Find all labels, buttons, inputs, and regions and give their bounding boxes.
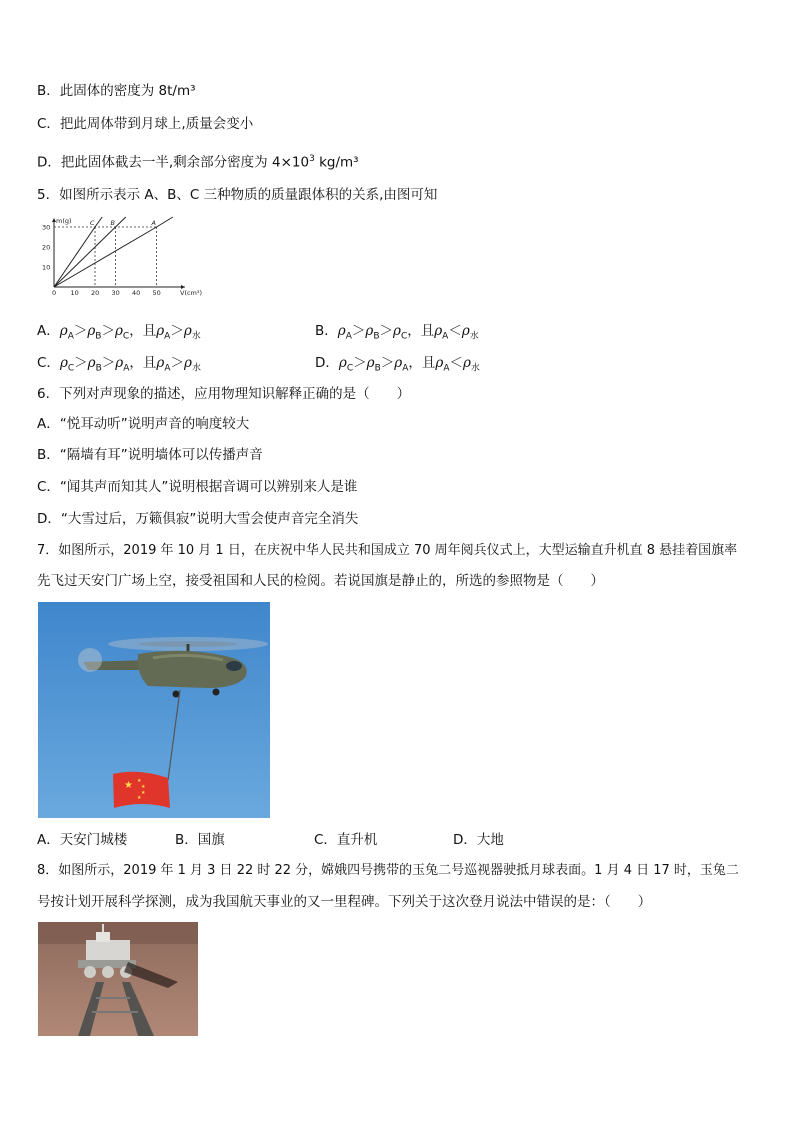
q4-option-c: C．把此周体带到月球上,质量会变小 [37,116,254,132]
yutu-rover-photo [38,922,198,1036]
q5-option-d: D．$\rho_C>\rho_B>\rho_A$，且$\rho_A<\rho_水$ [315,355,480,374]
x-tick-label: 0 [52,289,57,297]
series-label-b: B [110,219,115,227]
series-line-a [54,217,173,287]
svg-text:★: ★ [137,795,142,801]
y-tick-label: 20 [42,243,51,252]
svg-text:★: ★ [137,778,142,784]
q8-stem-line-2: 号按计划开展科学探测，成为我国航天事业的又一里程碑。下列关于这次登月说法中错误的是：（ ） [37,894,652,910]
y-axis-label: m(g) [56,217,72,225]
q7-option-d: D．大地 [453,832,504,848]
q6-option-b: B．“隔墙有耳”说明墙体可以传播声音 [37,447,263,463]
y-tick-label: 30 [42,223,51,232]
q5-stem: 5．如图所示表示 A、B、C 三种物质的质量跟体积的关系,由图可知 [37,187,438,203]
x-tick-label: 50 [152,289,161,297]
q7-stem-line-1: 7．如图所示，2019 年 10 月 1 日，在庆祝中华人民共和国成立 70 周年阅兵仪式上，大型运输直升机直 8 悬挂着国旗率 [37,543,738,558]
q6-option-d: D．“大雪过后，万籁俱寂”说明大雪会使声音完全消失 [37,511,359,527]
x-tick-label: 40 [132,289,141,297]
x-tick-label: 20 [91,289,100,297]
svg-text:★: ★ [141,790,146,796]
q7-option-a: A．天安门城楼 [37,832,128,848]
q6-option-c: C．“闻其声而知其人”说明根据音调可以辨别来人是谁 [37,479,358,495]
helicopter-flag-photo [38,602,270,818]
svg-text:★: ★ [124,780,133,791]
q5-option-c: C．$\rho_C>\rho_B>\rho_A$，且$\rho_A>\rho_水$ [37,355,201,374]
q4-option-d: D．把此固体截去一半,剩余部分密度为 $4\times 10^3$ kg/m³ [37,154,359,171]
q5-option-b: B．$\rho_A>\rho_B>\rho_C$，且$\rho_A<\rho_水$ [315,323,479,342]
q8-stem-line-1: 8．如图所示，2019 年 1 月 3 日 22 时 22 分，嫦娥四号携带的玉兔二号巡视器驶抵月球表面。1 月 4 日 17 时，玉兔二 [37,863,739,878]
series-label-c: C [90,219,95,227]
svg-text:★: ★ [141,784,146,790]
x-tick-label: 30 [111,289,120,297]
x-axis-label: V(cm³) [180,289,203,297]
x-tick-label: 10 [70,289,79,297]
y-tick-label: 10 [42,263,51,272]
series-line-b [54,217,126,287]
q5-option-a: A．$\rho_A>\rho_B>\rho_C$，且$\rho_A>\rho_水$ [37,323,201,342]
q4-option-b: B．此固体的密度为 8t/m³ [37,83,196,99]
q7-stem-line-2: 先飞过天安门广场上空，接受祖国和人民的检阅。若说国旗是静止的，所选的参照物是（ ） [37,573,604,589]
series-label-a: A [151,219,156,227]
mass-volume-chart [38,215,210,297]
q7-option-b: B．国旗 [175,832,225,848]
q6-stem: 6．下列对声现象的描述，应用物理知识解释正确的是（ ） [37,386,411,402]
q7-option-c: C．直升机 [314,832,378,848]
q6-option-a: A．“悦耳动听”说明声音的响度较大 [37,416,250,432]
